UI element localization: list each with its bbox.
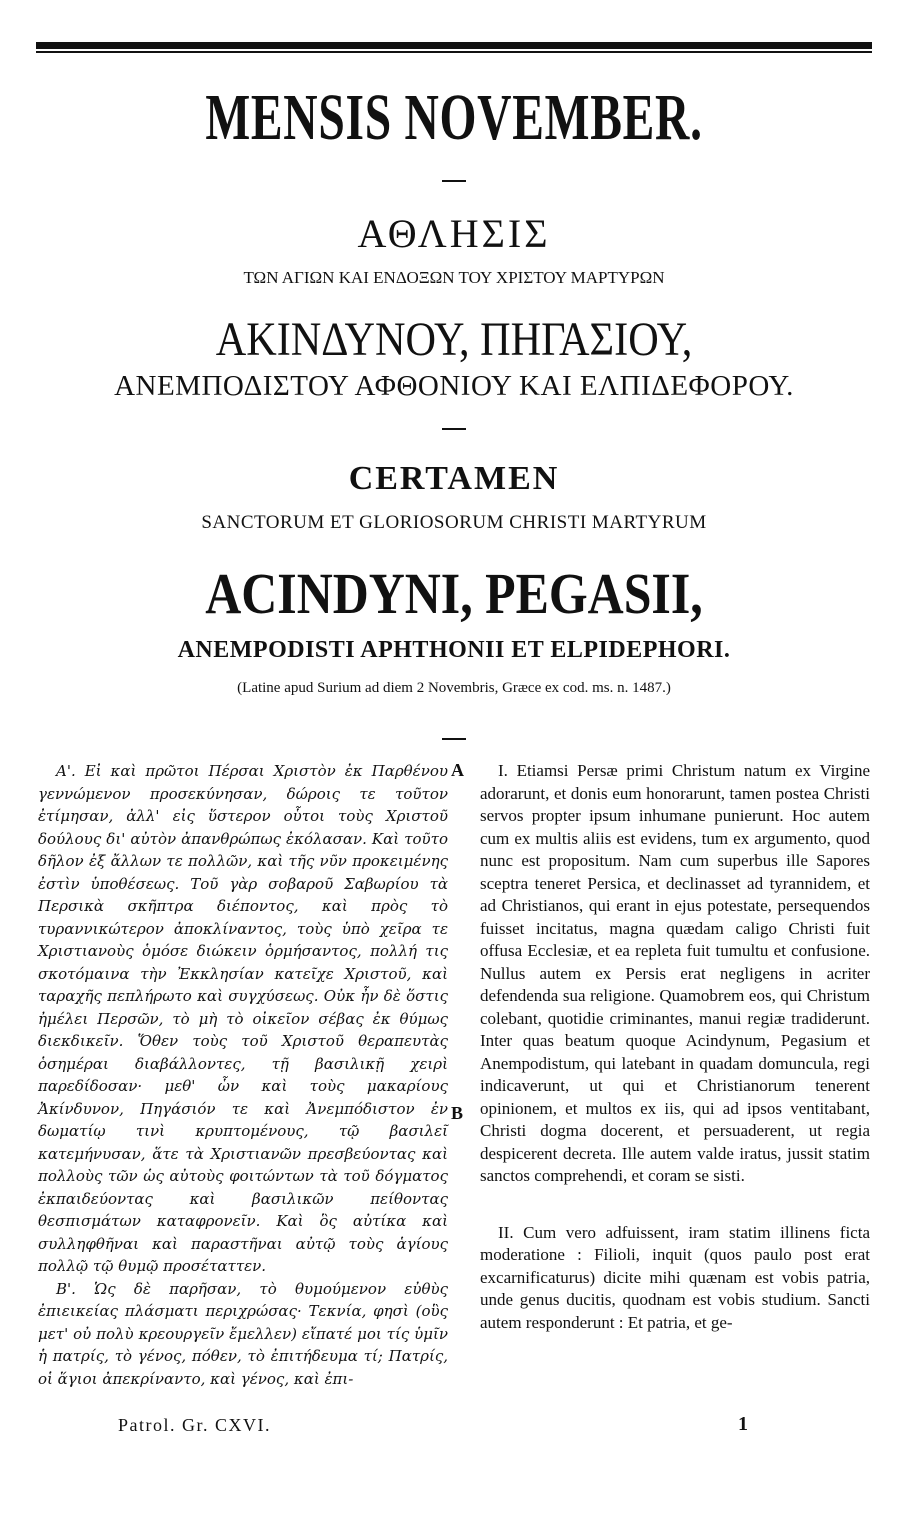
greek-paragraph: Β'. Ὡς δὲ παρῆσαν, τὸ θυμούμενον εὐθὺς ἐπιεικείας πλάσματι περιχρώσας· Τεκνία, φησὶ (οὓς μετ' οὐ πολὺ κρεουργεῖν ἔμελλεν) εἴπατέ μοι τίς ὑμῖν ἡ πατρίς, τὸ γένος, πόθεν, τὸ ἐπιτήδευμα τί; Πατρίς, οἱ ἅγιοι ἀπεκρίναντο, καὶ γένος, καὶ ἐπι- xyxy=(38,1279,448,1388)
latin-paragraph: II. Cum vero adfuissent, iram statim illinens ficta moderatione : Filioli, inquit (quos paulo post erat excarnificaturus) dicite mihi quænam est vobis patria, unde genus ducitis, quodnam est vobis studium. Sancti autem responderunt : Et patria, et ge- xyxy=(480,1222,870,1332)
page-number: 1 xyxy=(738,1413,748,1435)
month-heading: MENSIS NOVEMBER. xyxy=(205,81,703,154)
top-rule-thin xyxy=(36,51,872,53)
margin-marker-a: A xyxy=(451,760,464,780)
source-note: (Latine apud Surium ad diem 2 Novembris, Græce ex cod. ms. n. 1487.) xyxy=(237,680,671,696)
latin-paragraph: I. Etiamsi Persæ primi Christum natum ex Virgine adorarunt, et donis eum honorarunt, tamen postea Christi servos propter ipsum inhumane punierunt. Hoc autem cum ex multis aliis est evidens, tum ex argumento, quod nunc est propositum. Nam cum superbus ille Sapores sceptra teneret Persica, et declinasset ad tyrannidem, et ad Christianos, qui erant in ejus potestate, persequendos fuisset incitatus, magna quædam caligo Christi fuit offusa Ecclesiæ, et ea repleta fuit tumultu et confusione. Nullus autem ex Persis erat negligens in acriter defendenda sua religione. Quamobrem eos, qui Christum colebant, quotidie criminantes, manui regiæ tradiderunt. Inter quas beatum quoque Acindynum, Pegasium et Anempodistum, qui latebant in quadam domuncula, regi indicaverunt, ut qui et Christianorum tenerent opinionem, et multos ex iis, qui ad ipsos ventitabant, Christi dogma docerent, et persuaderent, ut regia despicerent decreta. Ille autem valde iratus, jussit statim sanctos comprehendi, et coram se sisti. xyxy=(480,761,870,1185)
greek-names-second: ΑΝΕΜΠΟΔΙΣΤΟΥ ΑΦΘΟΝΙΟΥ ΚΑΙ ΕΛΠΙΔΕΦΟΡΟΥ. xyxy=(114,370,794,402)
greek-paragraph: Α'. Εἰ καὶ πρῶτοι Πέρσαι Χριστὸν ἐκ Παρθένου γεννώμενον προσεκύνησαν, δώροις τε τοῦτον ἐτίμησαν, ἀλλ' εἰς ὕστερον οὗτοι τοὺς Χριστοῦ δούλους δι' αὐτὸν ἀπανθρώπως ἐκόλασαν. Καὶ τοῦτο δῆλον ἐξ ἄλλων τε πολλῶν, καὶ τῆς νῦν προκειμένης ἐστὶν ὑποθέσεως. Τοῦ γὰρ σοβαροῦ Σαβωρίου τὰ Περσικὰ σκῆπτρα διέποντος, καὶ πρὸς τὸ τυραννικώτερον ἀποκλίναντος, τοὺς ὑπὸ χεῖρα τε Χριστιανοὺς ὁμόσε διώκειν ὁρμήσαντος, πολλή τις σκοτόμαινα τὴν Ἐκκλησίαν κατεῖχε Χριστοῦ, καὶ ταραχῆς πεπλήρωτο καὶ συγχύσεως. Οὐκ ἦν δὲ ὅστις ἠμέλει Περσῶν, τὸ μὴ τὸ οἰκεῖον σέβας ἐκ θύμως διεκδικεῖν. Ὅθεν τοὺς τοῦ Χριστοῦ θεραπευτὰς ὁσημέραι διαβάλλοντες, τῇ βασιλικῇ χειρὶ παρεδίδοσαν· μεθ' ὧν καὶ τοὺς μακαρίους Ἀκίνδυνον, Πηγάσιόν τε καὶ Ἀνεμπόδιστον ἐν δωματίῳ τινὶ κρυπτομένους, τῷ βασιλεῖ κατεμήνυσαν, ἅτε τὰ Χριστιανῶν πρεσβεύοντας καὶ πολλοὺς τῶν ὡς αὐτοὺς φοιτώντων τὰ τοῦ δόγματος ἐκπαιδεύοντας καὶ βασιλικῶν πείθοντας θεσπισμάτων καταφρονεῖν. Καὶ ὃς αὐτίκα καὶ συλληφθῆναι καὶ παραστῆναι αὐτῷ τοὺς ἁγίους πολλῷ τῷ θυμῷ προσέταττεν. xyxy=(38,762,448,1275)
separator-dash xyxy=(442,428,466,430)
separator-dash xyxy=(442,180,466,182)
greek-names: ΑΚΙΝΔΥΝΟΥ, ΠΗΓΑΣΙΟΥ, xyxy=(215,313,693,366)
volume-reference: Patrol. Gr. CXVI. xyxy=(118,1415,271,1435)
latin-subtitle: SANCTORUM ET GLORIOSORUM CHRISTI MARTYRUM xyxy=(201,512,707,533)
greek-subtitle: ΤΩΝ ΑΓΙΩΝ ΚΑΙ ΕΝΔΟΞΩΝ ΤΟΥ ΧΡΙΣΤΟΥ ΜΑΡΤΥΡΩΝ xyxy=(243,268,665,287)
latin-column xyxy=(480,760,870,1334)
greek-column xyxy=(38,760,448,1390)
latin-names-second: ANEMPODISTI APHTHONII ET ELPIDEPHORI. xyxy=(177,637,731,663)
top-rule-thick xyxy=(36,42,872,49)
margin-marker-b: B xyxy=(451,1103,464,1123)
greek-title: ΑΘΛΗΣΙΣ xyxy=(357,211,551,256)
latin-title: CERTAMEN xyxy=(348,460,560,497)
separator-dash xyxy=(442,738,466,740)
latin-names: ACINDYNI, PEGASII, xyxy=(205,561,703,626)
